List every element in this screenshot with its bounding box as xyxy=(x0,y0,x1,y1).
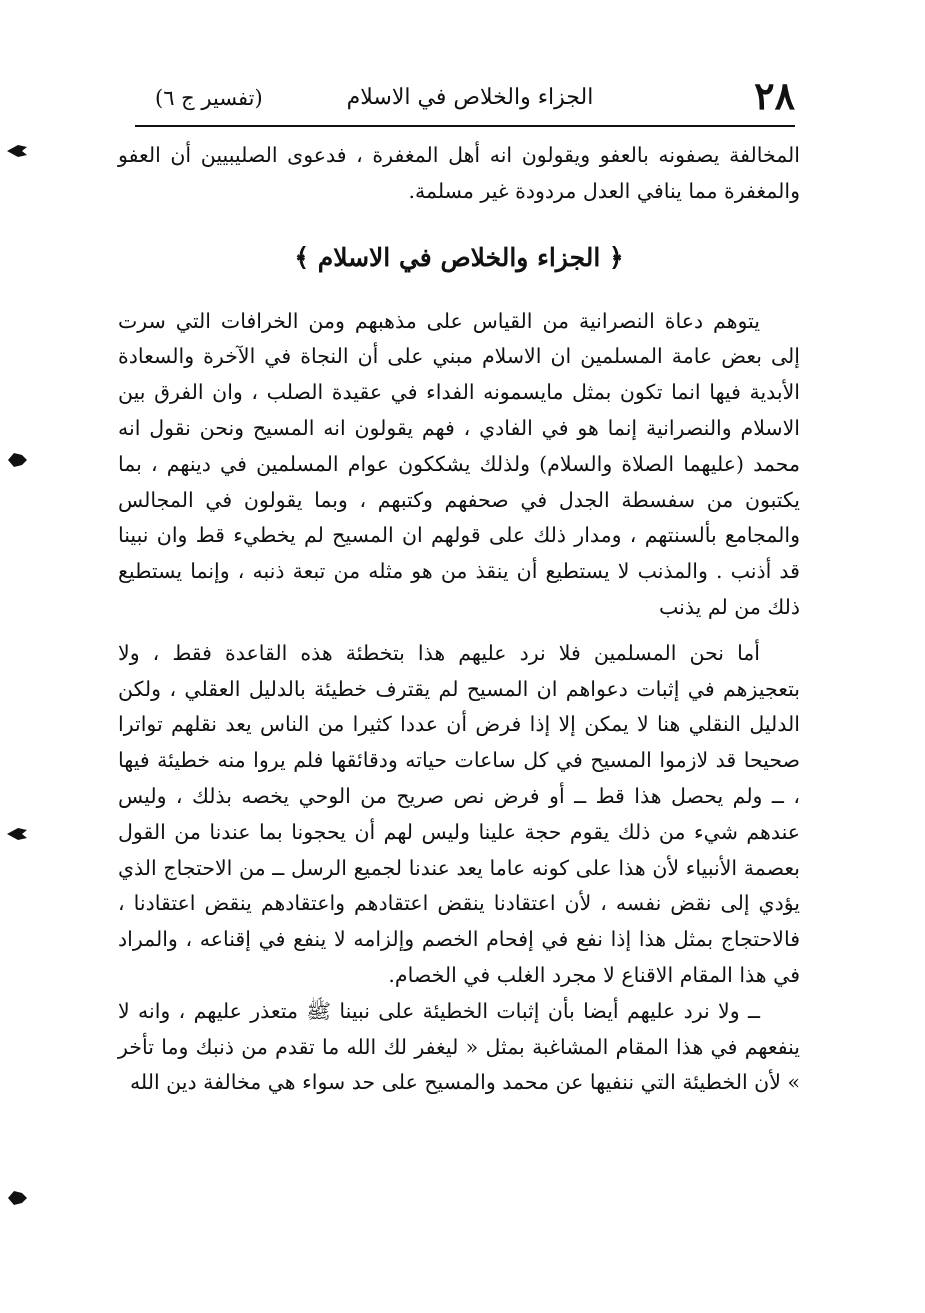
margin-marker-icon xyxy=(6,826,28,842)
paragraph: ــ ولا نرد عليهم أيضا بأن إثبات الخطيئة على نبينا ﷺ متعذر عليهم ، وانه لا ينفعهم في هذا المقام المشاغبة بمثل « ليغفر لك الله ما تقدم من ذنبك وما تأخر » لأن الخطيئة التي ننفيها عن محمد والمسيح على حد سواء هي مخالفة دين الله xyxy=(118,998,800,1095)
paragraph: أما نحن المسلمين فلا نرد عليهم هذا بتخطئة هذه القاعدة فقط ، ولا بتعجيزهم في إثبات دعواهم ان المسيح لم يقترف خطيئة بالدليل العقلي ، ولكن الدليل النقلي هنا لا يمكن إلا إذا فرض أن عددا كثيرا من الناس يعد نقلهم تواترا صحيحا قد لازموا المسيح في كل ساعات حياته ودقائقها فلم يروا منه خطيئة فيها ، ــ ولم يحصل هذا قط ــ أو فرض نص صريح من الوحي يخصه بذلك ، وليس عندهم شيء من ذلك يقوم حجة علينا وليس لهم أن يحجونا بما عندنا من القول بعصمة الأنبياء لأن هذا على كونه عاما يعد عندنا لجميع الرسل ــ من الاحتجاج الذي يؤدي إلى نقض نفسه ، لأن اعتقادنا ينقض اعتقادهم واعتقادهم ينقض اعتقادنا ، فالاحتجاج بمثل هذا إذا نفع في إفحام الخصم وإلزامه لا ينفع في إقناعه ، والمراد في هذا المقام الاقناع لا مجرد الغلب في الخصام. xyxy=(118,640,800,987)
page-number: ٢٨ xyxy=(754,73,795,118)
running-title: الجزاء والخلاص في الاسلام xyxy=(346,85,594,110)
margin-marker-icon xyxy=(6,452,28,468)
margin-marker-icon xyxy=(6,1190,28,1206)
margin-marker-icon xyxy=(6,143,28,159)
page-header xyxy=(135,72,795,122)
body-text xyxy=(118,138,800,1101)
paragraph: يتوهم دعاة النصرانية من القياس على مذهبهم ومن الخرافات التي سرت إلى بعض عامة المسلمين ان الاسلام مبني على أن النجاة في الآخرة والسعادة الأبدية فيها انما تكون بمثل مايسمونه الفداء في عقيدة الصلب ، وان الفرق بين الاسلام والنصرانية إنما هو في الفادي ، فهم يقولون انه المسيح ونحن نقول انه محمد (عليهما الصلاة والسلام) ولذلك يشككون عوام المسلمين في دينهم ، بما يكتبون من سفسطة الجدل في صحفهم وكتبهم ، وبما يقولون في المجالس والمجامع بألسنتهم ، ومدار ذلك على قولهم ان المسيح لم يخطيء قط وان نبينا قد أذنب . والمذنب لا يستطيع أن ينقذ من هو مثله من تبعة ذنبه ، وإنما يستطيع ذلك من لم يذنب xyxy=(118,308,800,619)
header-rule xyxy=(135,125,795,127)
section-reference: (تفسير ج ٦) xyxy=(155,86,263,110)
intro-paragraph: المخالفة يصفونه بالعفو ويقولون انه أهل المغفرة ، فدعوى الصليبيين أن العفو والمغفرة مما ينافي العدل مردودة غير مسلمة. xyxy=(118,143,800,203)
section-heading: ﴿ الجزاء والخلاص في الاسلام ﴾ xyxy=(294,242,624,272)
